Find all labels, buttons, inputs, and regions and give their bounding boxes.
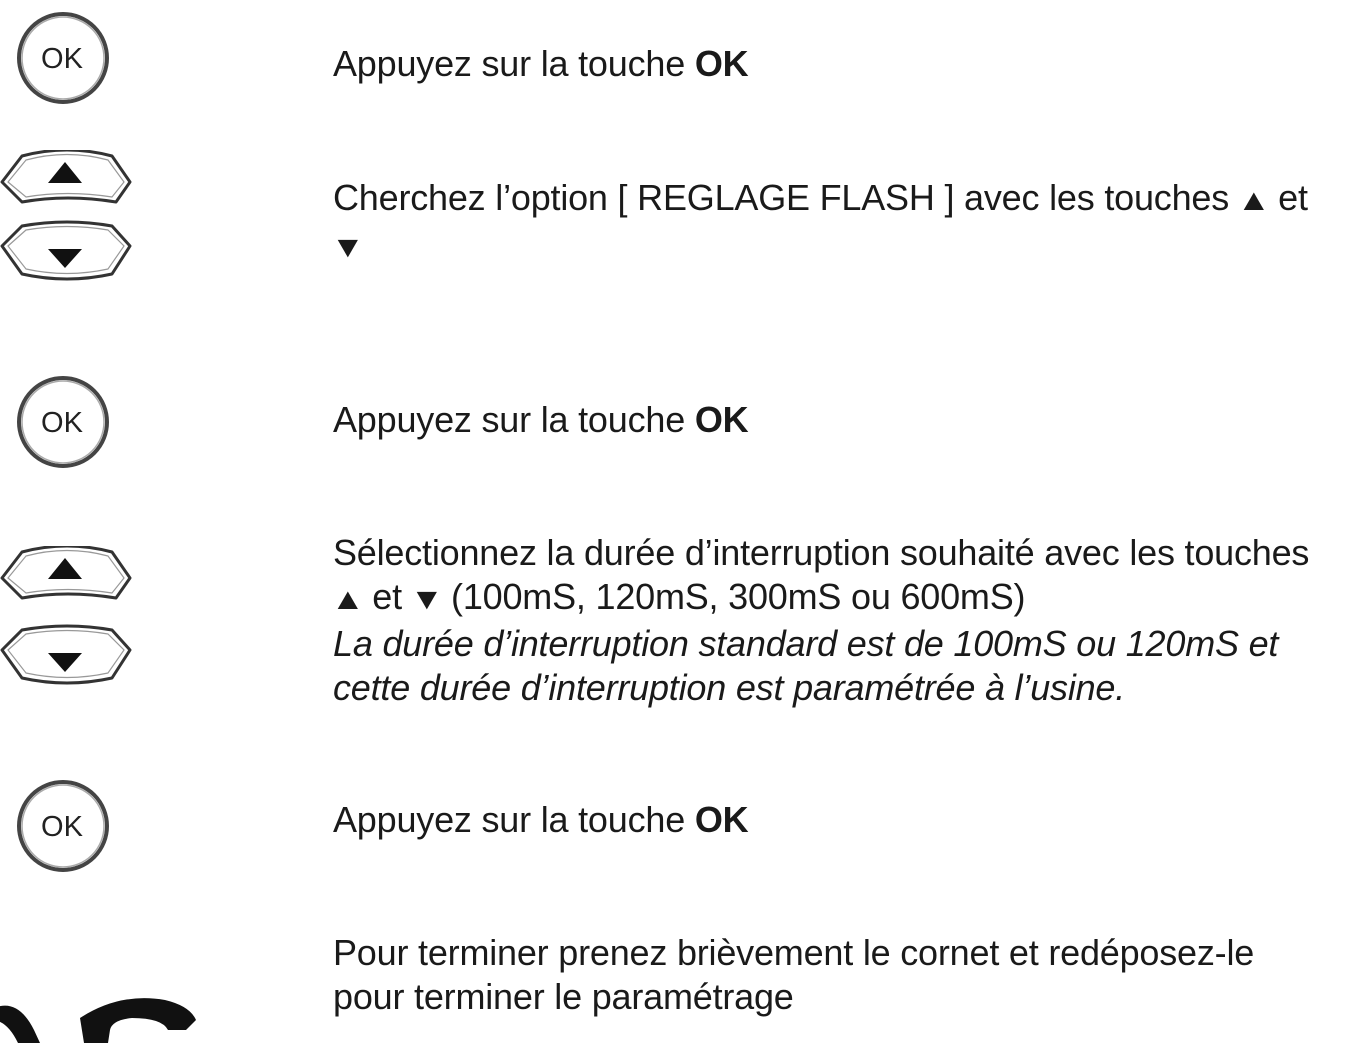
up-down-keys-icon — [0, 150, 135, 285]
step-5-text: Appuyez sur la touche OK — [333, 799, 749, 840]
step-2-text: Cherchez l’option [ REGLAGE FLASH ] avec les touches ▲ et ▼ — [333, 176, 1354, 270]
ok-key-icon — [14, 776, 114, 876]
up-symbol: ▲ — [1236, 184, 1271, 217]
ok-key-label: OK — [41, 43, 83, 75]
ok-key-label: OK — [41, 407, 83, 439]
step-3-text: Appuyez sur la touche OK — [333, 399, 749, 440]
ok-key-icon — [14, 372, 114, 472]
ok-key-reference: OK — [694, 399, 749, 440]
step-6-text: Pour terminer prenez brièvement le cornet et redéposez-le pour terminer le paramétrage — [333, 932, 1255, 1017]
ok-key-reference: OK — [694, 799, 749, 840]
ok-key-label: OK — [41, 811, 83, 843]
step-4-text: Sélectionnez la durée d’interruption souhaité avec les touches ▲ et ▼ (100mS, 120mS, 300mS ou 600mS) La durée d’interruption standard est de 100mS ou 120mS et cette durée d’interruption est paramétrée à l’usine. — [330, 532, 1310, 708]
down-symbol: ▼ — [409, 583, 444, 616]
handset-icon — [0, 990, 200, 1043]
up-down-keys-icon — [0, 546, 135, 686]
ok-key-reference: OK — [694, 43, 749, 84]
ok-key-icon — [14, 8, 114, 108]
handset-receiver-icon — [80, 998, 196, 1043]
down-symbol: ▼ — [330, 231, 365, 264]
step-4-note: La durée d’interruption standard est de 100mS ou 120mS et cette durée d’interruption est paramétrée à l’usine. — [333, 623, 1279, 708]
duration-options: (100mS, 120mS, 300mS ou 600mS) — [441, 576, 1026, 617]
up-symbol: ▲ — [330, 583, 365, 616]
step-1-text: Appuyez sur la touche OK — [333, 43, 749, 84]
